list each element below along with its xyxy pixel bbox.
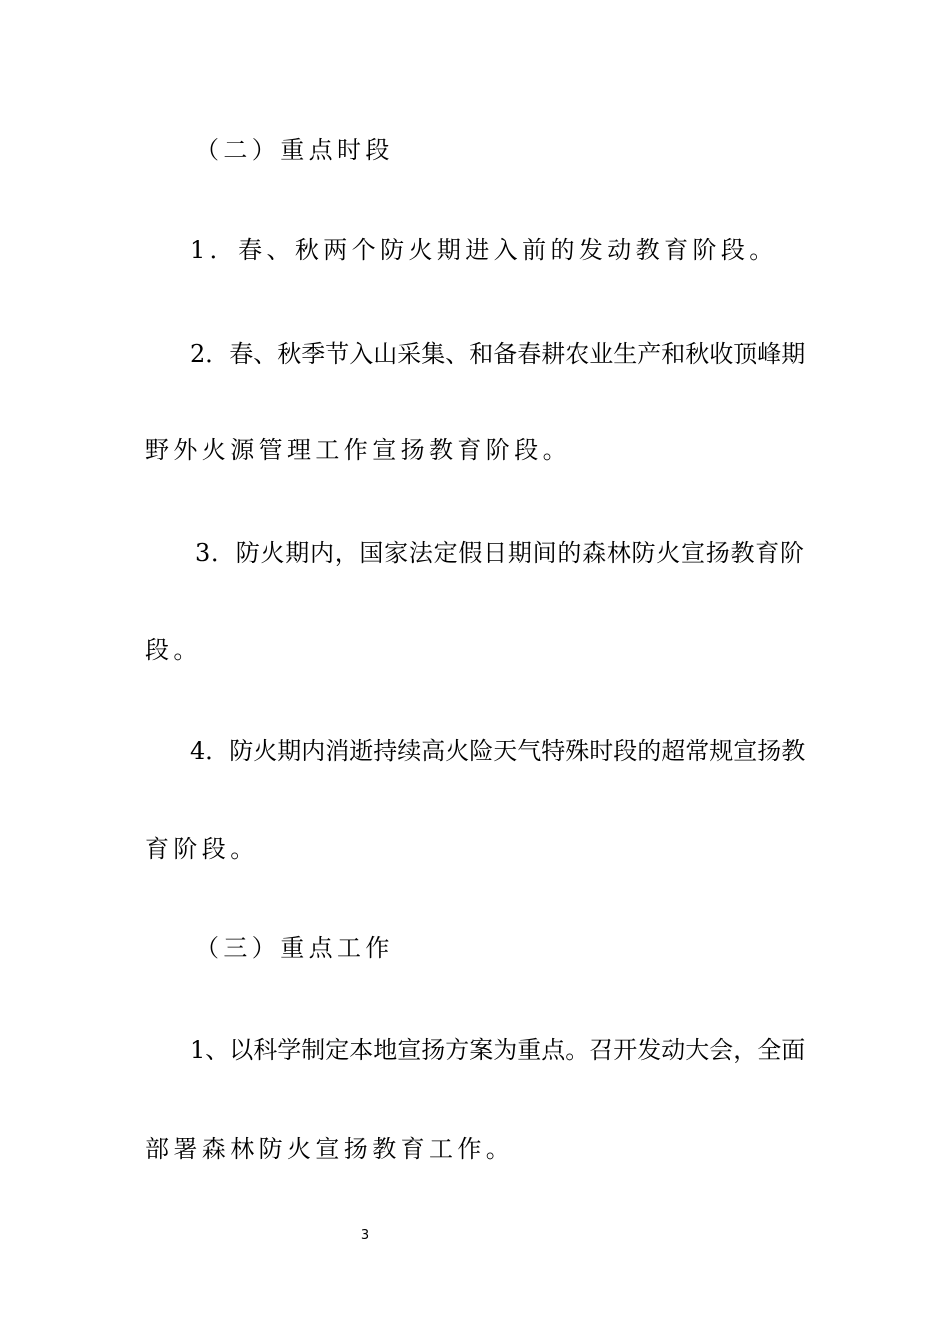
section-heading-key-periods: （二）重点时段	[195, 136, 394, 164]
paragraph-line: 野外火源管理工作宣扬教育阶段。	[145, 436, 571, 464]
paragraph-line: 1、以科学制定本地宣扬方案为重点。召开发动大会，全面	[190, 1036, 806, 1064]
paragraph-line: 3．防火期内，国家法定假日期间的森林防火宣扬教育阶	[195, 539, 804, 567]
paragraph-line: 部署森林防火宣扬教育工作。	[145, 1135, 515, 1163]
page-number: 3	[360, 1228, 370, 1243]
paragraph-line: 2．春、秋季节入山采集、和备春耕农业生产和秋收顶峰期	[190, 340, 806, 368]
paragraph-line: 4．防火期内消逝持续高火险天气特殊时段的超常规宣扬教	[190, 737, 806, 765]
paragraph-line: 1．春、秋两个防火期进入前的发动教育阶段。	[190, 236, 778, 264]
paragraph-line: 育阶段。	[145, 835, 259, 863]
paragraph-line: 段。	[145, 636, 202, 664]
section-heading-key-work: （三）重点工作	[195, 934, 394, 962]
